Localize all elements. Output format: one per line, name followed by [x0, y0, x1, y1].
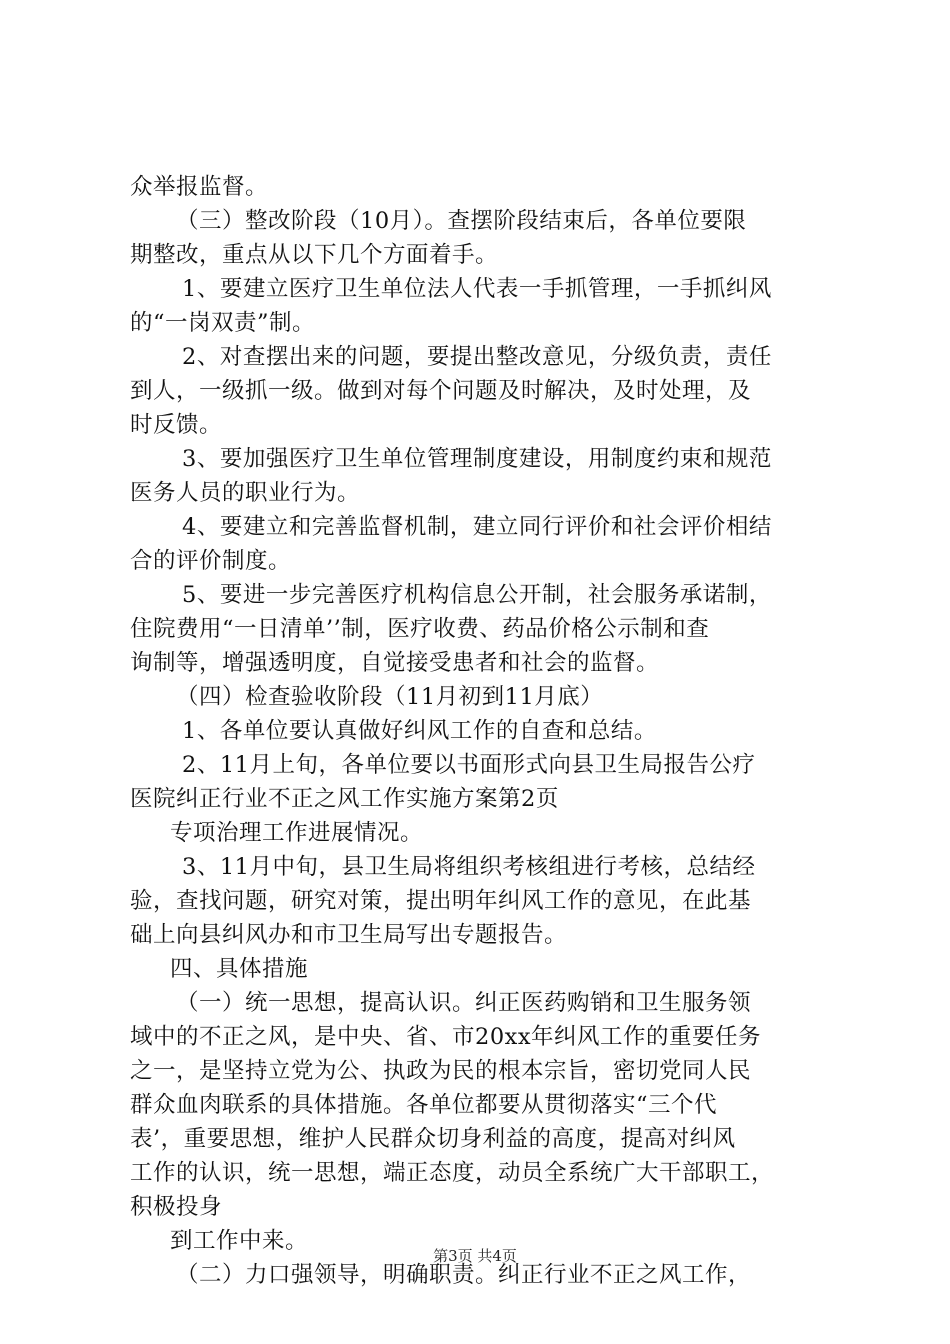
text-line: 到人，一级抓一级。做到对每个问题及时解决，及时处理，及: [130, 378, 752, 404]
text-line: 住院费用“一日清单’’制，医疗收费、药品价格公示制和查: [130, 616, 710, 642]
text-line: 1、各单位要认真做好纠风工作的自查和总结。: [182, 718, 657, 744]
text-line: 2、对查摆出来的问题，要提出整改意见，分级负责，责任: [182, 344, 772, 370]
text-line: （三）整改阶段（10月）。查摆阶段结束后，各单位要限: [176, 208, 747, 234]
text-line: 域中的不正之风，是中央、省、市20xx年纠风工作的重要任务: [130, 1024, 762, 1050]
text-line: 医务人员的职业行为。: [130, 480, 361, 506]
document-body: [130, 170, 830, 1292]
text-line: 础上向县纠风办和市卫生局写出专题报告。: [130, 922, 568, 948]
text-line: 3、11月中旬，县卫生局将组织考核组进行考核，总结经: [182, 854, 756, 880]
text-line: （二）力口强领导，明确职责。纠正行业不正之风工作，: [176, 1262, 752, 1288]
text-line: 时反馈。: [130, 412, 223, 438]
text-line: 3、要加强医疗卫生单位管理制度建设，用制度约束和规范: [182, 446, 772, 472]
text-line: 医院纠正行业不正之风工作实施方案第2页: [130, 786, 559, 812]
text-line: 到工作中来。: [170, 1228, 309, 1254]
text-line: 群众血肉联系的具体措施。各单位都要从贯彻落实“三个代: [130, 1092, 718, 1118]
text-line: 4、要建立和完善监督机制，建立同行评价和社会评价相结: [182, 514, 772, 540]
text-line: 合的评价制度。: [130, 548, 292, 574]
text-line: （四）检查验收阶段（11月初到11月底）: [176, 684, 604, 710]
text-line: 2、11月上旬，各单位要以书面形式向县卫生局报告公疗: [182, 752, 756, 778]
text-line: 四、具体措施: [170, 956, 309, 982]
text-line: 表’，重要思想，维护人民群众切身利益的高度，提高对纠风: [130, 1126, 736, 1152]
page-footer: 第3页 共4页: [433, 1247, 517, 1265]
text-line: 众举报监督。: [130, 174, 269, 200]
text-line: 之一，是坚持立党为公、执政为民的根本宗旨，密切党同人民: [130, 1058, 752, 1084]
text-line: 期整改，重点从以下几个方面着手。: [130, 242, 499, 268]
text-line: 验，查找问题，研究对策，提出明年纠风工作的意见，在此基: [130, 888, 752, 914]
text-line: 的“一岗双责”制。: [130, 310, 316, 336]
text-line: 询制等，增强透明度，自觉接受患者和社会的监督。: [130, 650, 660, 676]
text-line: 专项治理工作进展情况。: [170, 820, 424, 846]
text-line: 1、要建立医疗卫生单位法人代表一手抓管理，一手抓纠风: [182, 276, 772, 302]
text-line: 5、要进一步完善医疗机构信息公开制，社会服务承诺制，: [182, 582, 772, 608]
text-line: 积极投身: [130, 1194, 223, 1220]
text-line: （一）统一思想，提高认识。纠正医药购销和卫生服务领: [176, 990, 752, 1016]
text-line: 工作的认识，统一思想，端正态度，动员全系统广大干部职工，: [130, 1160, 775, 1186]
